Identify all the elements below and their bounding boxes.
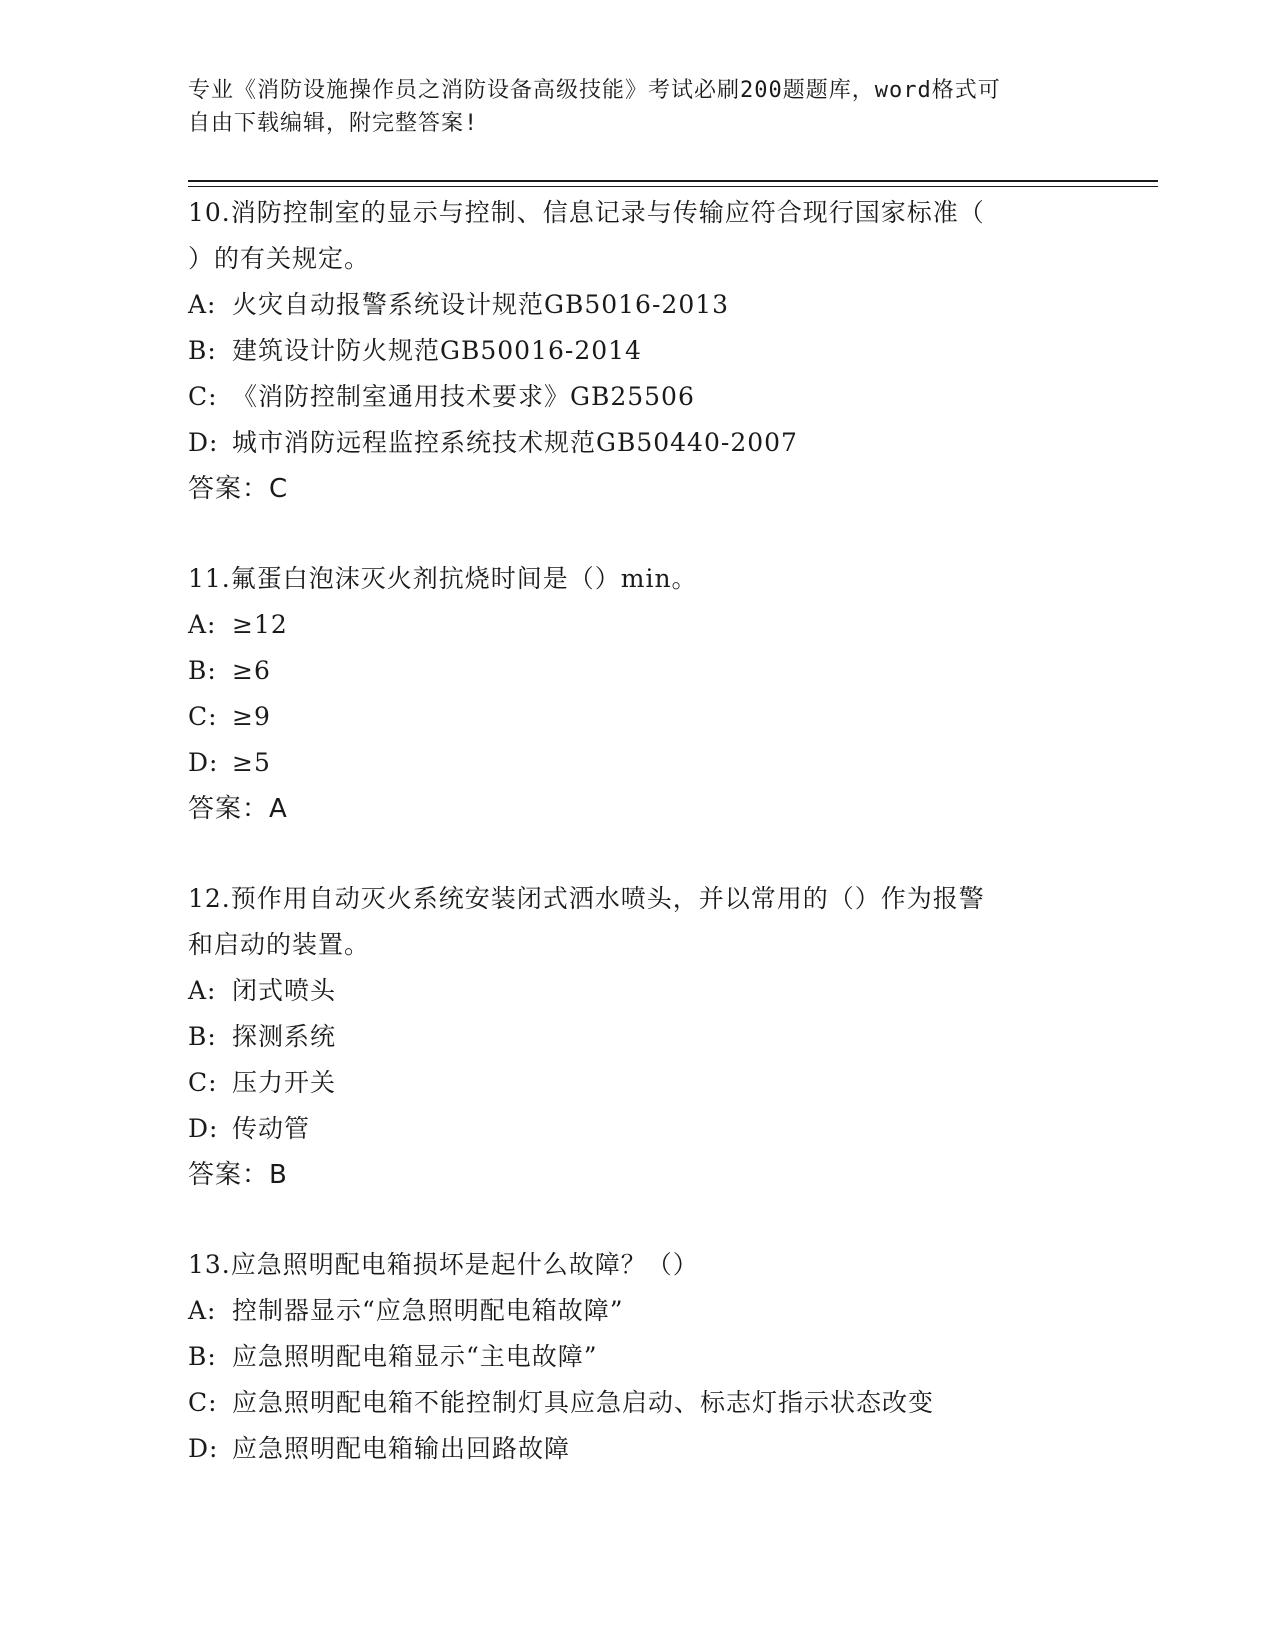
option-text: 应急照明配电箱不能控制灯具应急启动、标志灯指示状态改变 (232, 1388, 935, 1417)
option-key: B: (188, 1022, 217, 1051)
header-line-1: 专业《消防设施操作员之消防设备高级技能》考试必刷200题题库，word格式可 (188, 78, 1001, 103)
document-header (188, 74, 1088, 140)
option-text: 建筑设计防火规范GB50016-2014 (232, 336, 642, 365)
option-b (188, 328, 1088, 374)
option-key: D: (188, 428, 219, 457)
option-c (188, 1380, 1088, 1426)
option-text: ≥5 (232, 748, 271, 777)
answer-line: 答案：A (188, 794, 288, 824)
option-text: 城市消防远程监控系统技术规范GB50440-2007 (232, 428, 798, 457)
option-key: D: (188, 1434, 219, 1463)
option-text: 控制器显示“应急照明配电箱故障” (232, 1296, 624, 1325)
option-key: A: (188, 290, 217, 319)
option-b (188, 1014, 1088, 1060)
option-d (188, 1106, 1088, 1152)
option-a (188, 1288, 1088, 1334)
option-text: ≥6 (232, 656, 271, 685)
option-c (188, 1060, 1088, 1106)
option-c (188, 374, 1088, 420)
option-d (188, 420, 1088, 466)
option-key: C: (188, 1388, 218, 1417)
option-b (188, 648, 1088, 694)
question-stem-continued: ）的有关规定。 (188, 244, 371, 273)
question-10 (188, 190, 1088, 512)
question-stem: 13.应急照明配电箱损坏是起什么故障？（） (188, 1250, 699, 1279)
option-text: 《消防控制室通用技术要求》GB25506 (232, 382, 695, 411)
option-key: C: (188, 382, 218, 411)
option-c (188, 694, 1088, 740)
answer-line: 答案：C (188, 474, 289, 504)
option-text: 应急照明配电箱显示“主电故障” (232, 1342, 598, 1371)
question-stem-continued: 和启动的装置。 (188, 930, 371, 959)
option-a (188, 282, 1088, 328)
question-12 (188, 876, 1088, 1198)
option-key: B: (188, 336, 217, 365)
question-stem: 12.预作用自动灭火系统安装闭式洒水喷头，并以常用的（）作为报警 (188, 884, 985, 913)
option-key: D: (188, 748, 219, 777)
option-key: D: (188, 1114, 219, 1143)
option-key: B: (188, 656, 217, 685)
option-text: ≥9 (232, 702, 271, 731)
question-stem: 11.氟蛋白泡沫灭火剂抗烧时间是（）min。 (188, 564, 698, 593)
header-divider-thick (188, 180, 1158, 182)
option-text: 火灾自动报警系统设计规范GB5016-2013 (232, 290, 730, 319)
question-13 (188, 1242, 1088, 1472)
option-a (188, 968, 1088, 1014)
question-stem: 10.消防控制室的显示与控制、信息记录与传输应符合现行国家标准（ (188, 198, 985, 227)
option-d (188, 1426, 1088, 1472)
option-text: 闭式喷头 (232, 976, 337, 1005)
option-key: B: (188, 1342, 217, 1371)
option-a (188, 602, 1088, 648)
option-text: 应急照明配电箱输出回路故障 (232, 1434, 571, 1463)
option-key: C: (188, 702, 218, 731)
option-key: A: (188, 610, 217, 639)
option-key: C: (188, 1068, 218, 1097)
option-text: ≥12 (232, 610, 288, 639)
option-text: 压力开关 (232, 1068, 337, 1097)
question-list (188, 190, 1088, 1472)
option-text: 探测系统 (232, 1022, 337, 1051)
option-text: 传动管 (232, 1114, 311, 1143)
option-key: A: (188, 976, 217, 1005)
header-divider-thin (188, 186, 1158, 187)
header-line-2: 自由下载编辑，附完整答案! (188, 111, 479, 136)
answer-line: 答案：B (188, 1160, 288, 1190)
question-11 (188, 556, 1088, 832)
option-key: A: (188, 1296, 217, 1325)
option-b (188, 1334, 1088, 1380)
option-d (188, 740, 1088, 786)
